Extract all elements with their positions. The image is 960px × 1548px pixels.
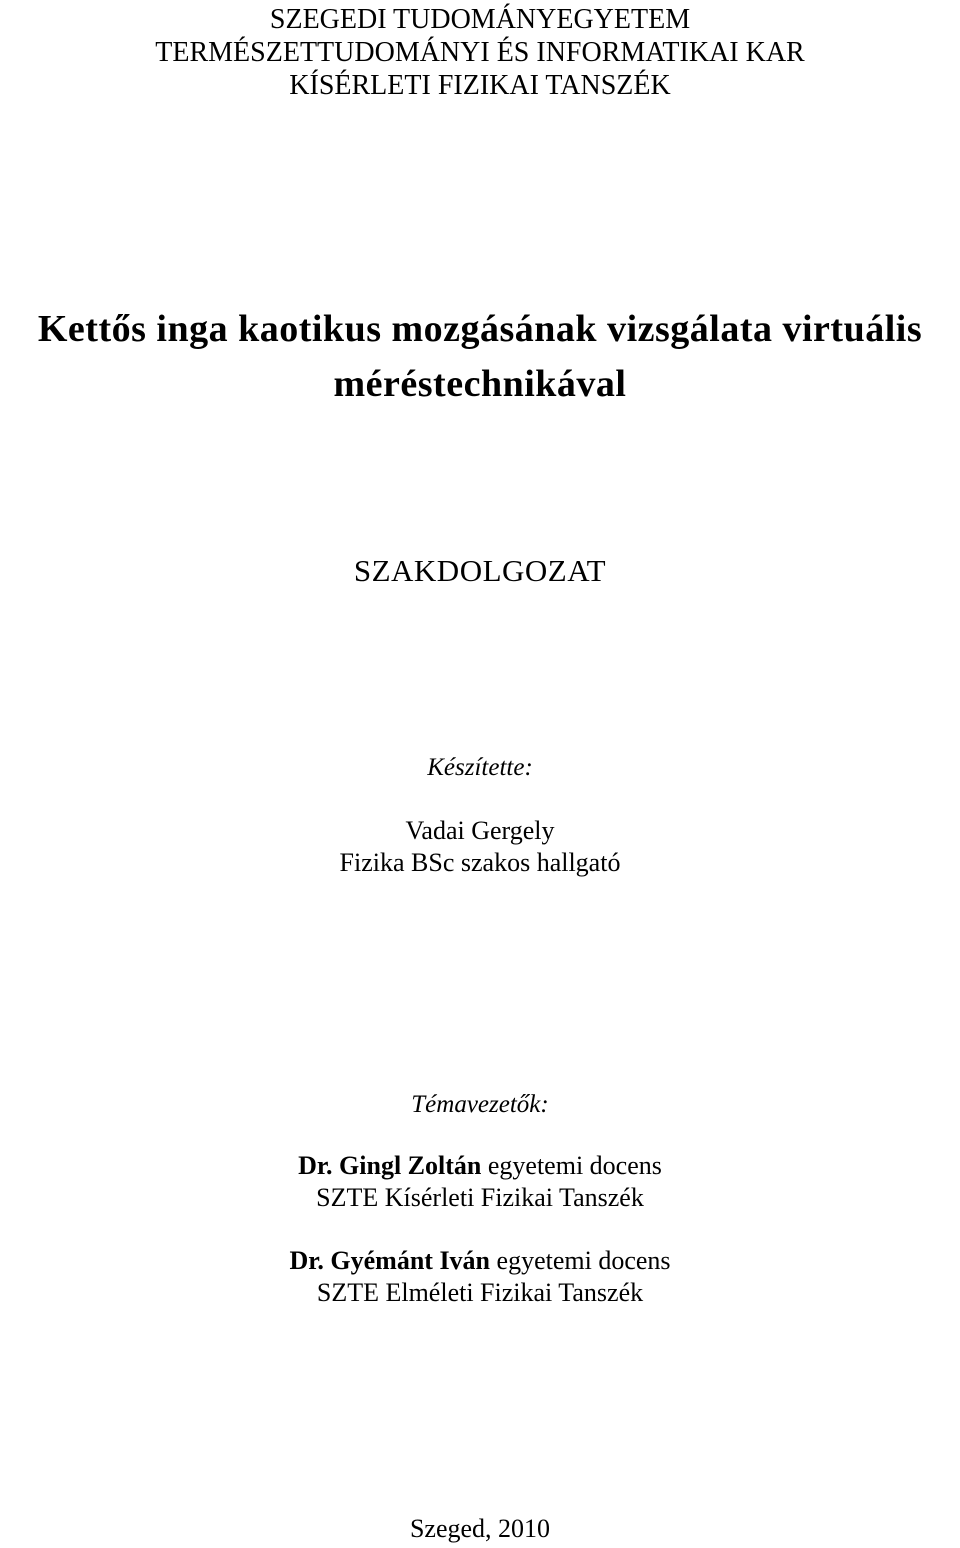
author-label: Készítette: [427, 754, 533, 781]
university-name: SZEGEDI TUDOMÁNYEGYETEM [269, 4, 691, 35]
supervisor-1-affiliation: SZTE Kísérleti Fizikai Tanszék [316, 1183, 644, 1212]
supervisors-label: Témavezetők: [411, 1091, 549, 1118]
supervisor-2-affiliation: SZTE Elméleti Fizikai Tanszék [316, 1278, 644, 1307]
author-name: Vadai Gergely [405, 816, 555, 845]
supervisor-2-title: egyetemi docens [490, 1246, 671, 1275]
supervisor-2 [0, 1248, 960, 1274]
author-program: Fizika BSc szakos hallgató [339, 848, 621, 877]
supervisor-1-title: egyetemi docens [481, 1151, 662, 1180]
department-name: KÍSÉRLETI FIZIKAI TANSZÉK [289, 70, 671, 101]
document-type: SZAKDOLGOZAT [353, 553, 607, 588]
place-and-date: Szeged, 2010 [409, 1514, 551, 1543]
faculty-name: TERMÉSZETTUDOMÁNYI ÉS INFORMATIKAI KAR [155, 37, 805, 68]
supervisor-2-name: Dr. Gyémánt Iván [289, 1246, 491, 1275]
supervisor-1-name: Dr. Gingl Zoltán [298, 1151, 482, 1180]
thesis-title-line-2: méréstechnikával [333, 363, 627, 405]
thesis-title-line-1: Kettős inga kaotikus mozgásának vizsgálata virtuális [37, 308, 923, 350]
supervisor-1 [0, 1153, 960, 1179]
